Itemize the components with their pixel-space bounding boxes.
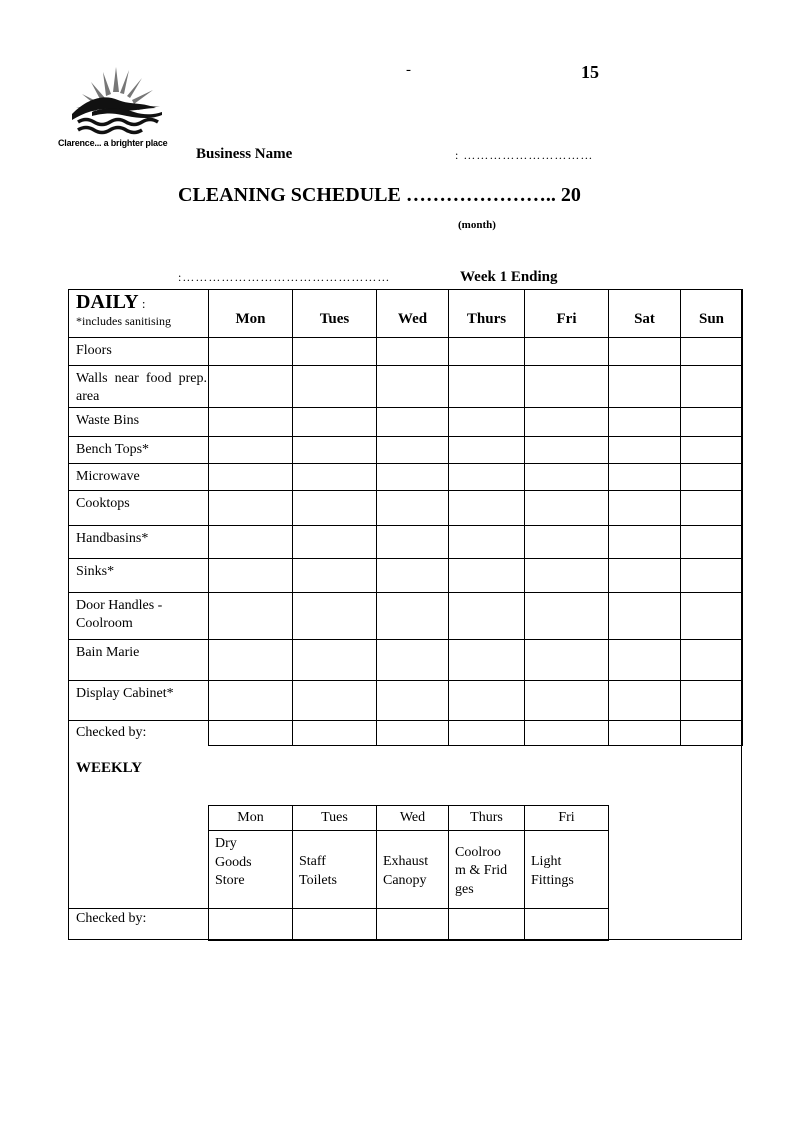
day-header-wed: Wed	[377, 290, 449, 338]
table-row	[69, 408, 743, 437]
check-cell[interactable]	[293, 437, 377, 464]
signature-cell[interactable]	[377, 909, 449, 941]
check-cell[interactable]	[681, 408, 743, 437]
day-header-mon: Mon	[209, 290, 293, 338]
check-cell[interactable]	[609, 559, 681, 593]
table-row	[69, 640, 743, 681]
signature-cell[interactable]	[293, 909, 377, 941]
check-cell[interactable]	[209, 408, 293, 437]
check-cell[interactable]	[449, 464, 525, 491]
check-cell[interactable]	[293, 640, 377, 681]
check-cell[interactable]	[525, 464, 609, 491]
check-cell[interactable]	[449, 338, 525, 366]
check-cell[interactable]	[681, 464, 743, 491]
check-cell[interactable]	[681, 338, 743, 366]
header-dash: -	[406, 62, 411, 78]
check-cell[interactable]	[525, 338, 609, 366]
check-cell[interactable]	[293, 408, 377, 437]
check-cell[interactable]	[609, 338, 681, 366]
weekly-day-mon: Mon	[209, 806, 293, 831]
check-cell[interactable]	[377, 366, 449, 408]
table-row	[69, 681, 743, 721]
daily-schedule-table	[68, 289, 743, 746]
signature-cell[interactable]	[609, 721, 681, 746]
weekly-task: Coolroo m & Fridges	[455, 844, 508, 897]
divider	[68, 908, 208, 909]
check-cell[interactable]	[449, 559, 525, 593]
check-cell[interactable]	[609, 681, 681, 721]
check-cell[interactable]	[609, 593, 681, 640]
weekly-task: Light Fittings	[531, 854, 574, 888]
daily-header-row	[69, 290, 743, 338]
check-cell[interactable]	[609, 464, 681, 491]
weekly-task: Staff Toilets	[299, 854, 337, 888]
weekly-day-wed: Wed	[377, 806, 449, 831]
weekly-day-fri: Fri	[525, 806, 609, 831]
table-row	[69, 338, 743, 366]
task-label: Floors	[69, 338, 209, 366]
task-label: Walls near food prep. area	[69, 366, 209, 408]
weekly-day-thurs: Thurs	[449, 806, 525, 831]
check-cell[interactable]	[209, 464, 293, 491]
check-cell[interactable]	[681, 681, 743, 721]
check-cell[interactable]	[525, 559, 609, 593]
signature-cell[interactable]	[449, 909, 525, 941]
table-row	[69, 526, 743, 559]
check-cell[interactable]	[609, 526, 681, 559]
check-cell[interactable]	[449, 366, 525, 408]
clarence-logo	[58, 62, 188, 157]
task-label: Cooktops	[69, 491, 209, 526]
task-label: Bain Marie	[69, 640, 209, 681]
check-cell[interactable]	[209, 640, 293, 681]
check-cell[interactable]	[209, 366, 293, 408]
checked-by-row	[69, 721, 743, 746]
check-cell[interactable]	[449, 491, 525, 526]
check-cell[interactable]	[525, 491, 609, 526]
check-cell[interactable]	[525, 408, 609, 437]
check-cell[interactable]	[293, 593, 377, 640]
page-number: 15	[581, 62, 599, 82]
weekly-day-tues: Tues	[293, 806, 377, 831]
weekly-header-row	[209, 806, 609, 831]
table-row	[69, 559, 743, 593]
day-header-sun: Sun	[681, 290, 743, 338]
weekly-task-cell	[525, 831, 609, 909]
checked-by-label: Checked by:	[69, 721, 209, 746]
signature-cell[interactable]	[449, 721, 525, 746]
check-cell[interactable]	[449, 437, 525, 464]
table-row	[69, 593, 743, 640]
check-cell[interactable]	[681, 593, 743, 640]
check-cell[interactable]	[681, 366, 743, 408]
check-cell[interactable]	[377, 437, 449, 464]
weekly-title: WEEKLY	[76, 760, 143, 776]
sun-hills-logo-icon	[58, 62, 188, 140]
check-cell[interactable]	[609, 437, 681, 464]
check-cell[interactable]	[293, 559, 377, 593]
day-header-thurs: Thurs	[449, 290, 525, 338]
check-cell[interactable]	[209, 681, 293, 721]
daily-title-cell	[69, 290, 209, 338]
table-row	[69, 437, 743, 464]
check-cell[interactable]	[293, 338, 377, 366]
check-cell[interactable]	[293, 464, 377, 491]
check-cell[interactable]	[209, 437, 293, 464]
weekly-signature-row	[209, 909, 609, 941]
check-cell[interactable]	[377, 640, 449, 681]
check-cell[interactable]	[609, 366, 681, 408]
check-cell[interactable]	[293, 526, 377, 559]
check-cell[interactable]	[209, 593, 293, 640]
check-cell[interactable]	[609, 408, 681, 437]
daily-colon: :	[138, 296, 146, 311]
month-hint: (month)	[458, 219, 496, 231]
week-date-field[interactable]: :…………………………………………	[178, 270, 391, 284]
business-name-label: Business Name	[196, 146, 293, 162]
check-cell[interactable]	[293, 366, 377, 408]
check-cell[interactable]	[209, 526, 293, 559]
check-cell[interactable]	[209, 491, 293, 526]
task-label: Door Handles - Coolroom	[69, 593, 209, 640]
check-cell[interactable]	[209, 559, 293, 593]
business-name-field[interactable]: : …………………………	[455, 148, 594, 162]
check-cell[interactable]	[681, 437, 743, 464]
weekly-task: Exhaust Canopy	[383, 854, 429, 888]
signature-cell[interactable]	[525, 721, 609, 746]
task-label: Display Cabinet*	[69, 681, 209, 721]
weekly-task-row	[209, 831, 609, 909]
daily-title: DAILY	[76, 291, 139, 313]
signature-cell[interactable]	[293, 721, 377, 746]
check-cell[interactable]	[377, 681, 449, 721]
day-header-fri: Fri	[525, 290, 609, 338]
logo-tagline: Clarence... a brighter place	[58, 138, 168, 148]
check-cell[interactable]	[525, 681, 609, 721]
check-cell[interactable]	[449, 593, 525, 640]
check-cell[interactable]	[681, 526, 743, 559]
task-label: Handbasins*	[69, 526, 209, 559]
page-title: CLEANING SCHEDULE ………………….. 20	[178, 184, 581, 206]
weekly-task-cell	[377, 831, 449, 909]
weekly-task-cell	[293, 831, 377, 909]
signature-cell[interactable]	[525, 909, 609, 941]
check-cell[interactable]	[681, 491, 743, 526]
check-cell[interactable]	[377, 338, 449, 366]
check-cell[interactable]	[681, 559, 743, 593]
task-label: Microwave	[69, 464, 209, 491]
check-cell[interactable]	[209, 338, 293, 366]
check-cell[interactable]	[525, 366, 609, 408]
daily-note: *includes sanitising	[76, 314, 171, 328]
table-row	[69, 366, 743, 408]
check-cell[interactable]	[449, 640, 525, 681]
table-row	[69, 491, 743, 526]
weekly-schedule-table	[208, 805, 609, 941]
table-row	[69, 464, 743, 491]
check-cell[interactable]	[377, 464, 449, 491]
weekly-task-cell	[449, 831, 525, 909]
task-label: Waste Bins	[69, 408, 209, 437]
weekly-checked-by-label: Checked by:	[76, 911, 147, 926]
weekly-task: Dry Goods Store	[215, 836, 252, 888]
check-cell[interactable]	[449, 526, 525, 559]
check-cell[interactable]	[377, 526, 449, 559]
signature-cell[interactable]	[681, 721, 743, 746]
task-label: Bench Tops*	[69, 437, 209, 464]
signature-cell[interactable]	[377, 721, 449, 746]
check-cell[interactable]	[377, 593, 449, 640]
signature-cell[interactable]	[209, 721, 293, 746]
check-cell[interactable]	[377, 408, 449, 437]
check-cell[interactable]	[293, 491, 377, 526]
check-cell[interactable]	[377, 559, 449, 593]
task-label: Sinks*	[69, 559, 209, 593]
check-cell[interactable]	[609, 640, 681, 681]
check-cell[interactable]	[449, 681, 525, 721]
check-cell[interactable]	[525, 640, 609, 681]
check-cell[interactable]	[681, 640, 743, 681]
check-cell[interactable]	[609, 491, 681, 526]
check-cell[interactable]	[377, 491, 449, 526]
check-cell[interactable]	[525, 437, 609, 464]
check-cell[interactable]	[449, 408, 525, 437]
weekly-task-cell	[209, 831, 293, 909]
week-ending-label: Week 1 Ending	[460, 269, 558, 285]
day-header-sat: Sat	[609, 290, 681, 338]
day-header-tues: Tues	[293, 290, 377, 338]
check-cell[interactable]	[293, 681, 377, 721]
check-cell[interactable]	[525, 526, 609, 559]
signature-cell[interactable]	[209, 909, 293, 941]
check-cell[interactable]	[525, 593, 609, 640]
